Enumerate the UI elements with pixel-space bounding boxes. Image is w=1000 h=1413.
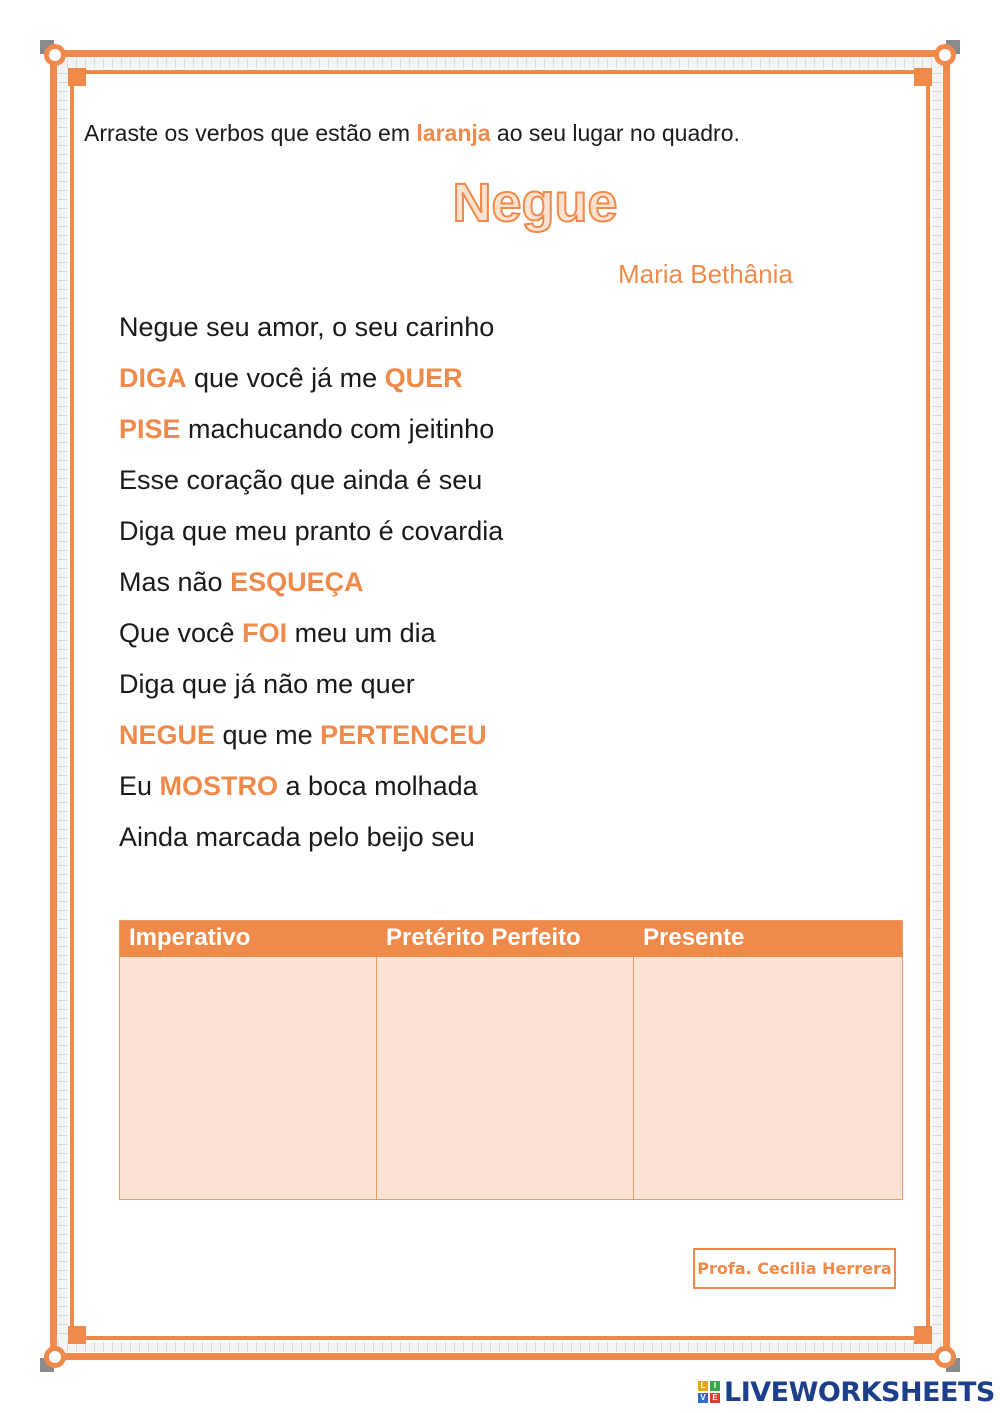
lyrics (119, 308, 503, 869)
lyric-line-10 (119, 767, 503, 818)
lyric-text: Ainda marcada pelo beijo seu (119, 822, 475, 852)
table-body (120, 957, 902, 1199)
brand-name: LIVEWORKSHEETS (724, 1376, 995, 1408)
teacher-signature: Profa. Cecilia Herrera (693, 1248, 896, 1289)
lyric-text: meu um dia (287, 618, 436, 648)
header-presente: Presente (643, 924, 745, 951)
header-preterito-perfeito: Pretérito Perfeito (386, 924, 581, 951)
lyric-text: a boca molhada (278, 771, 478, 801)
instruction-before: Arraste os verbos que estão em (84, 120, 417, 146)
corner-ornament-top-right (908, 40, 960, 92)
liveworksheets-watermark (698, 1376, 995, 1408)
lyric-line-5 (119, 512, 503, 563)
draggable-verb-pise[interactable]: PISE (119, 414, 181, 444)
draggable-verb-esqueca[interactable]: ESQUEÇA (230, 567, 364, 597)
instruction-highlight: laranja (416, 120, 491, 146)
draggable-verb-diga[interactable]: DIGA (119, 363, 187, 393)
instruction-after: ao seu lugar no quadro. (490, 120, 740, 146)
lyric-text: machucando com jeitinho (180, 414, 495, 444)
corner-ornament-top-left (40, 40, 92, 92)
table-header (120, 921, 902, 957)
liveworksheets-logo-icon (698, 1381, 720, 1403)
logo-letter: V (698, 1393, 708, 1403)
drop-zone-imperativo[interactable] (120, 957, 377, 1199)
song-author: Maria Bethânia (618, 259, 793, 289)
lyric-line-11 (119, 818, 503, 869)
lyric-line-9 (119, 716, 503, 767)
lyric-line-6 (119, 563, 503, 614)
draggable-verb-foi[interactable]: FOI (242, 618, 288, 648)
instruction-text (84, 120, 740, 147)
draggable-verb-mostro[interactable]: MOSTRO (159, 771, 279, 801)
corner-ornament-bottom-right (908, 1320, 960, 1372)
draggable-verb-negue[interactable]: NEGUE (119, 720, 216, 750)
lyric-text: Mas não (119, 567, 231, 597)
header-imperativo: Imperativo (129, 924, 251, 951)
logo-letter: L (698, 1381, 708, 1391)
lyric-line-8 (119, 665, 503, 716)
lyric-line-3 (119, 410, 503, 461)
logo-letter: E (710, 1393, 720, 1403)
draggable-verb-pertenceu[interactable]: PERTENCEU (320, 720, 487, 750)
logo-letter: I (710, 1381, 720, 1391)
lyric-text: que você já me (186, 363, 385, 393)
draggable-verb-quer[interactable]: QUER (384, 363, 463, 393)
lyric-line-4 (119, 461, 503, 512)
lyric-line-1 (119, 308, 503, 359)
drop-zone-preterito-perfeito[interactable] (377, 957, 634, 1199)
verb-classification-table (119, 920, 903, 1200)
lyric-line-7 (119, 614, 503, 665)
lyric-text: Diga que meu pranto é covardia (119, 516, 504, 546)
lyric-text: Negue seu amor, o seu carinho (119, 312, 495, 342)
lyric-text: que me (215, 720, 321, 750)
lyric-text: Eu (119, 771, 160, 801)
lyric-line-2 (119, 359, 503, 410)
lyric-text: Que você (119, 618, 243, 648)
drop-zone-presente[interactable] (634, 957, 902, 1199)
corner-ornament-bottom-left (40, 1320, 92, 1372)
song-title: Negue (452, 173, 618, 233)
lyric-text: Diga que já não me quer (119, 669, 415, 699)
lyric-text: Esse coração que ainda é seu (119, 465, 483, 495)
